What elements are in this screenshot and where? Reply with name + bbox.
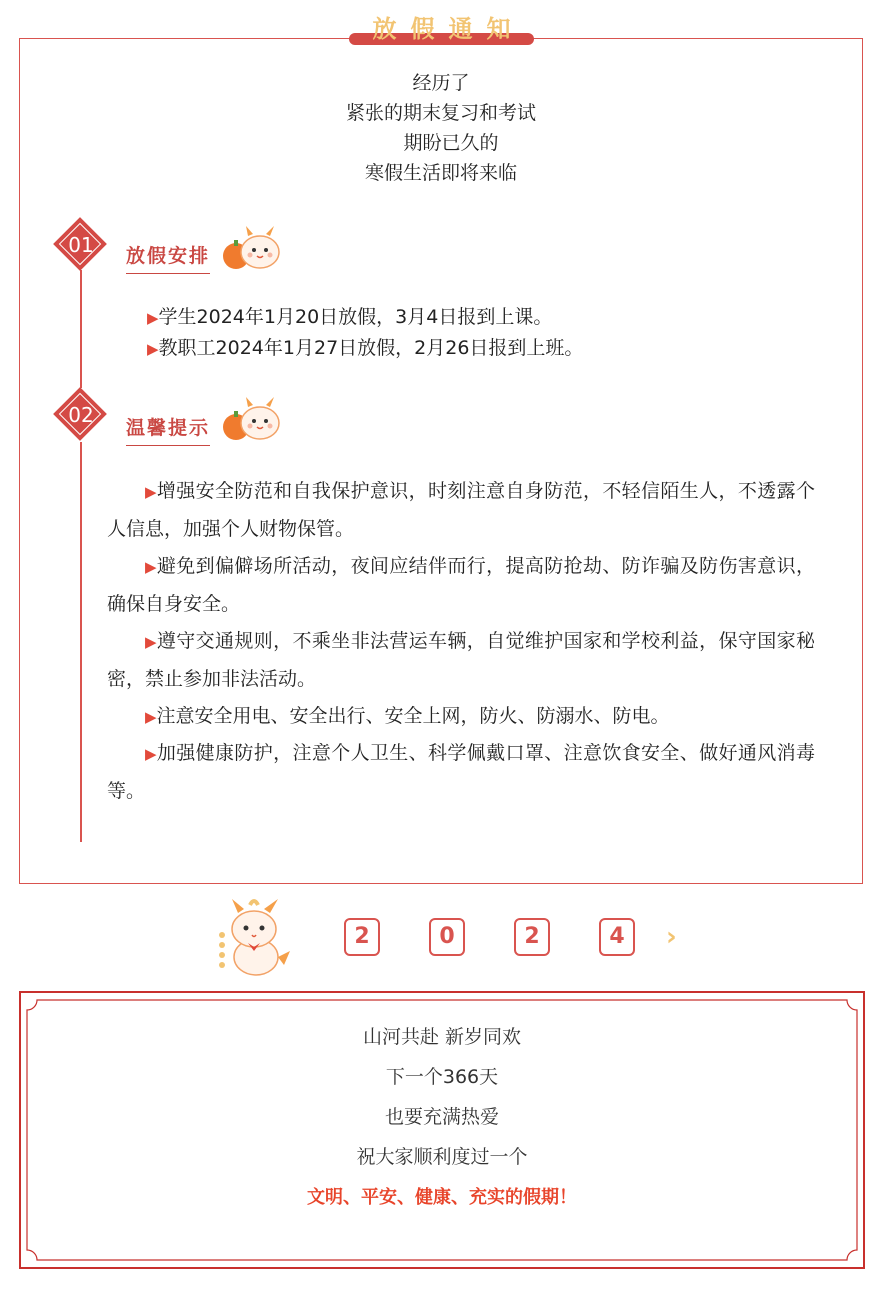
section-badge-02 xyxy=(54,388,108,442)
dragon-mascot-icon xyxy=(220,218,284,272)
list-item: ▶学生2024年1月20日放假，3月4日报到上课。 xyxy=(147,306,553,328)
tip-item: ▶避免到偏僻场所活动，夜间应结伴而行，提高防抢劫、防诈骗及防伤害意识，确保自身安全。 xyxy=(107,555,815,615)
play-arrow-icon: ▶ xyxy=(145,483,157,501)
section-number: 01 xyxy=(68,233,94,257)
schedule-list xyxy=(147,302,583,364)
tip-item: ▶加强健康防护，注意个人卫生、科学佩戴口罩、注意饮食安全、做好通风消毒等。 xyxy=(107,742,815,802)
play-arrow-icon: ▶ xyxy=(145,558,157,576)
tip-item: ▶注意安全用电、安全出行、安全上网，防火、防溺水、防电。 xyxy=(145,705,670,727)
dragon-mascot-icon xyxy=(212,895,294,979)
closing-line: 山河共赴 新岁同欢 xyxy=(362,1026,522,1048)
intro-block xyxy=(19,68,863,188)
play-arrow-icon: ▶ xyxy=(145,708,157,726)
section-title-schedule xyxy=(126,241,210,268)
timeline-line xyxy=(80,442,82,842)
list-item: ▶教职工2024年1月27日放假，2月26日报到上班。 xyxy=(147,337,584,359)
closing-line: 下一个366天 xyxy=(385,1066,499,1088)
closing-line: 也要充满热爱 xyxy=(384,1106,499,1128)
tip-item: ▶增强安全防范和自我保护意识，时刻注意自身防范，不轻信陌生人，不透露个人信息，加强个人财物保管。 xyxy=(107,480,815,540)
section-title-text: 温馨提示 xyxy=(126,417,211,439)
closing-line: 祝大家顺利度过一个 xyxy=(356,1146,528,1168)
intro-line: 寒假生活即将来临 xyxy=(364,162,517,184)
section-title-text: 放假安排 xyxy=(126,245,211,267)
intro-line: 经历了 xyxy=(412,72,470,94)
play-arrow-icon: ▶ xyxy=(147,309,159,327)
section-title-tips xyxy=(126,413,210,440)
chevron-right-icon: › xyxy=(666,922,677,952)
play-arrow-icon: ▶ xyxy=(147,340,159,358)
page-title: 放假通知 xyxy=(372,15,525,43)
play-arrow-icon: ▶ xyxy=(145,633,157,651)
play-arrow-icon: ▶ xyxy=(145,745,157,763)
timeline-line xyxy=(80,270,82,388)
dragon-mascot-icon xyxy=(220,389,284,443)
year-digit-box: 2 xyxy=(344,918,380,956)
section-badge-01 xyxy=(54,218,108,272)
closing-highlight: 文明、平安、健康、充实的假期！ xyxy=(307,1187,577,1208)
year-digit-box: 4 xyxy=(599,918,635,956)
year-digit-box: 2 xyxy=(514,918,550,956)
intro-line: 紧张的期末复习和考试 xyxy=(345,102,536,124)
section-number: 02 xyxy=(68,403,94,427)
intro-line: 期盼已久的 xyxy=(403,132,499,154)
tip-item: ▶遵守交通规则，不乘坐非法营运车辆，自觉维护国家和学校利益，保守国家秘密，禁止参加非法活动。 xyxy=(107,630,815,690)
year-digit-box: 0 xyxy=(429,918,465,956)
